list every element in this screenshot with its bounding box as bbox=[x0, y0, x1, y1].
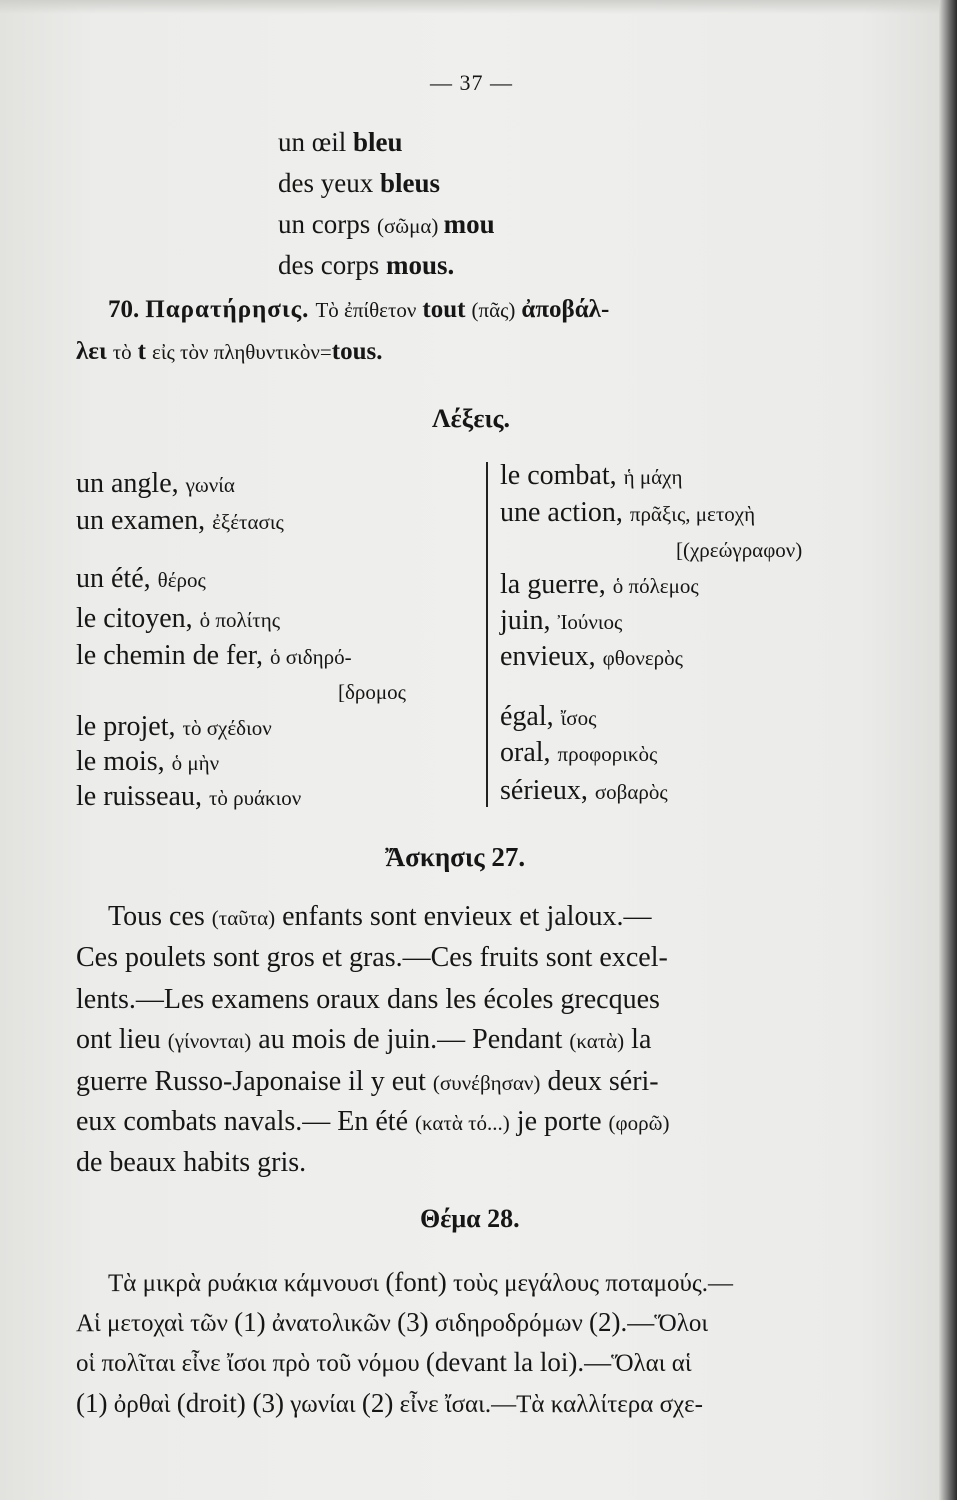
vocab-french: envieux, bbox=[500, 641, 603, 672]
vocab-greek: προφορικὸς bbox=[557, 742, 658, 766]
vocab-greek: σοβαρὸς bbox=[594, 780, 668, 804]
vocab-french: le mois, bbox=[76, 746, 172, 777]
vocab-greek: ἐξέτασις bbox=[212, 510, 284, 534]
theme-text: (1) bbox=[234, 1307, 266, 1337]
exercise-text: je porte bbox=[509, 1106, 609, 1137]
vocab-entry bbox=[500, 605, 622, 638]
exercise-text: lents.—Les examens oraux dans les écoles grecques bbox=[76, 984, 660, 1015]
theme-line bbox=[76, 1383, 703, 1425]
theme-text: (2).— bbox=[589, 1307, 655, 1337]
theme-text: ὀρθαὶ bbox=[107, 1391, 177, 1418]
vocab-french: la guerre, bbox=[500, 569, 613, 600]
vocab-french: égal, bbox=[500, 701, 561, 732]
example-line bbox=[278, 204, 495, 246]
theme-text: (devant la loi).— bbox=[425, 1347, 612, 1377]
remark-text-1: Τὸ ἐπίθετον bbox=[315, 298, 417, 322]
vocab-greek: ἴσος bbox=[560, 706, 597, 730]
page-number: — 37 — bbox=[430, 70, 513, 95]
vocab-entry bbox=[76, 505, 284, 538]
vocab-entry bbox=[76, 563, 206, 596]
vocab-entry bbox=[338, 675, 406, 708]
example-line bbox=[278, 122, 403, 162]
theme-text: Ὅλοι bbox=[654, 1310, 709, 1337]
example-phrase: un œil bbox=[278, 127, 354, 157]
theme-text: ἀνατολικῶν bbox=[265, 1310, 398, 1337]
exercise-text: (φορῶ) bbox=[608, 1111, 670, 1135]
exercise-heading: Ἄσκησις 27. bbox=[385, 842, 526, 872]
example-line bbox=[278, 163, 440, 203]
vocab-french: un angle, bbox=[76, 468, 186, 499]
exercise-line bbox=[76, 1102, 669, 1143]
exercise-text: la bbox=[624, 1024, 652, 1055]
vocab-entry bbox=[76, 468, 235, 501]
remark-letter-t: t bbox=[137, 338, 146, 365]
vocab-entry bbox=[500, 497, 755, 530]
remark-line-2 bbox=[76, 338, 382, 366]
exercise-text: (συνέβησαν) bbox=[432, 1071, 541, 1095]
vocab-greek: [δρομος bbox=[338, 680, 406, 704]
exercise-text: Ces poulets sont gros et gras.—Ces fruits sont excel- bbox=[76, 942, 668, 973]
remark-text-5: εἰς τὸν πληθυντικὸν= bbox=[152, 340, 332, 364]
page-top-shadow bbox=[0, 0, 957, 14]
remark-word-tous: tous. bbox=[331, 338, 383, 365]
vocab-entry bbox=[500, 737, 657, 770]
exercise-text: ont lieu bbox=[76, 1024, 168, 1055]
vocab-entry bbox=[76, 640, 352, 673]
theme-text: εἶνε ἴσαι.—Τὰ καλλίτερα σχε- bbox=[393, 1391, 703, 1418]
vocab-entry bbox=[500, 701, 596, 734]
exercise-text: guerre Russo-Japonaise il y eut bbox=[76, 1066, 433, 1097]
vocab-greek: ὁ πόλεμος bbox=[612, 574, 699, 598]
vocab-greek: φθονερὸς bbox=[602, 646, 683, 670]
theme-text: (2) bbox=[361, 1388, 394, 1418]
theme-text: (droit) (3) bbox=[176, 1388, 284, 1418]
exercise-line bbox=[76, 980, 660, 1020]
vocab-entry bbox=[500, 460, 682, 493]
vocab-french: une action, bbox=[500, 497, 630, 528]
theme-line bbox=[76, 1302, 708, 1344]
exercise-line bbox=[76, 1020, 651, 1061]
vocab-greek: γωνία bbox=[185, 473, 235, 497]
theme-text: γωνίαι bbox=[283, 1391, 362, 1418]
vocab-french: juin, bbox=[500, 605, 558, 636]
exercise-text: Tous ces bbox=[108, 901, 212, 932]
book-spine-shadow bbox=[939, 0, 957, 1500]
vocab-french: le combat, bbox=[500, 460, 624, 491]
remark-line-1 bbox=[108, 296, 609, 324]
theme-heading: Θέμα 28. bbox=[420, 1204, 520, 1233]
theme-text: οἱ πολῖται εἶνε ἴσοι πρὸ τοῦ νόμου bbox=[76, 1350, 426, 1377]
theme-text: Αἱ μετοχαὶ τῶν bbox=[76, 1310, 235, 1337]
example-adjective: mou bbox=[443, 209, 495, 239]
exercise-text: deux séri- bbox=[540, 1066, 659, 1097]
vocab-greek: πρᾶξις, μετοχὴ bbox=[629, 502, 756, 526]
remark-title: Παρατήρησις. bbox=[145, 296, 310, 323]
exercise-text: enfants sont envieux et jaloux.— bbox=[275, 901, 652, 932]
vocab-entry bbox=[500, 569, 699, 602]
exercise-text: eux combats navals.— En été bbox=[76, 1106, 416, 1137]
exercise-text: de beaux habits gris. bbox=[76, 1147, 307, 1178]
example-adjective: bleu bbox=[353, 127, 403, 157]
exercise-line bbox=[76, 938, 668, 978]
remark-word-apoball: ἀποβάλ- bbox=[521, 296, 610, 323]
vocab-french: oral, bbox=[500, 737, 558, 768]
vocab-greek: τὸ ρυάκιον bbox=[208, 786, 302, 810]
exercise-text: (γίνονται) bbox=[167, 1029, 252, 1053]
theme-text: τοὺς μεγάλους ποταμούς.— bbox=[446, 1270, 734, 1297]
vocab-greek: τὸ σχέδιον bbox=[182, 716, 272, 740]
vocab-french: le citoyen, bbox=[76, 603, 200, 634]
example-adjective: mous. bbox=[385, 250, 455, 280]
exercise-text: (κατὰ) bbox=[569, 1029, 625, 1053]
remark-word-tout: tout bbox=[422, 296, 466, 323]
theme-line bbox=[108, 1262, 733, 1304]
theme-text: (font) bbox=[385, 1267, 447, 1297]
theme-line bbox=[76, 1342, 692, 1384]
exercise-text: (ταῦτα) bbox=[211, 906, 276, 930]
vocab-entry bbox=[676, 533, 802, 566]
column-divider bbox=[486, 462, 488, 807]
vocab-entry bbox=[76, 711, 272, 744]
vocab-greek: ὁ πολίτης bbox=[199, 608, 281, 632]
vocab-entry bbox=[500, 775, 668, 808]
vocab-greek: ὁ σιδηρό- bbox=[270, 645, 352, 669]
vocab-french: le ruisseau, bbox=[76, 781, 209, 812]
exercise-line bbox=[76, 1143, 306, 1183]
vocab-greek: θέρος bbox=[157, 568, 206, 592]
vocab-french: le chemin de fer, bbox=[76, 640, 271, 671]
remark-number: 70. bbox=[108, 296, 140, 323]
theme-text: Ὅλαι αἱ bbox=[611, 1350, 692, 1377]
vocab-greek: ὁ μὴν bbox=[171, 751, 220, 775]
vocab-french: le projet, bbox=[76, 711, 183, 742]
example-greek: (σῶμα) bbox=[376, 214, 444, 238]
example-adjective: bleus bbox=[379, 168, 441, 198]
example-phrase: des yeux bbox=[278, 168, 380, 198]
vocab-french: un été, bbox=[76, 563, 158, 594]
exercise-line bbox=[108, 897, 651, 938]
remark-text-2: (πᾶς) bbox=[471, 298, 516, 322]
remark-text-3: λει bbox=[76, 338, 107, 365]
example-phrase: des corps bbox=[278, 250, 386, 280]
vocab-french: sérieux, bbox=[500, 775, 595, 806]
exercise-text: (κατὰ τό...) bbox=[415, 1111, 510, 1135]
theme-text: Τὰ μικρὰ ρυάκια κάμνουσι bbox=[108, 1270, 386, 1297]
vocab-greek: Ἰούνιος bbox=[557, 610, 623, 634]
vocab-entry bbox=[500, 641, 683, 674]
vocab-greek: ἡ μάχη bbox=[623, 465, 683, 489]
example-phrase: un corps bbox=[278, 209, 377, 239]
vocab-french: un examen, bbox=[76, 505, 213, 536]
vocabulary-heading: Λέξεις. bbox=[432, 404, 510, 433]
vocab-entry bbox=[76, 603, 280, 636]
example-line bbox=[278, 245, 454, 285]
vocab-entry bbox=[76, 781, 301, 814]
theme-text: σιδηροδρόμων bbox=[428, 1310, 590, 1337]
remark-text-4: τὸ bbox=[112, 340, 132, 364]
theme-text: (3) bbox=[397, 1307, 429, 1337]
vocab-greek: [(χρεώγραφον) bbox=[676, 538, 803, 562]
exercise-line bbox=[76, 1062, 659, 1103]
theme-text: (1) bbox=[76, 1388, 108, 1418]
vocab-entry bbox=[76, 746, 219, 779]
exercise-text: au mois de juin.— Pendant bbox=[251, 1024, 570, 1055]
